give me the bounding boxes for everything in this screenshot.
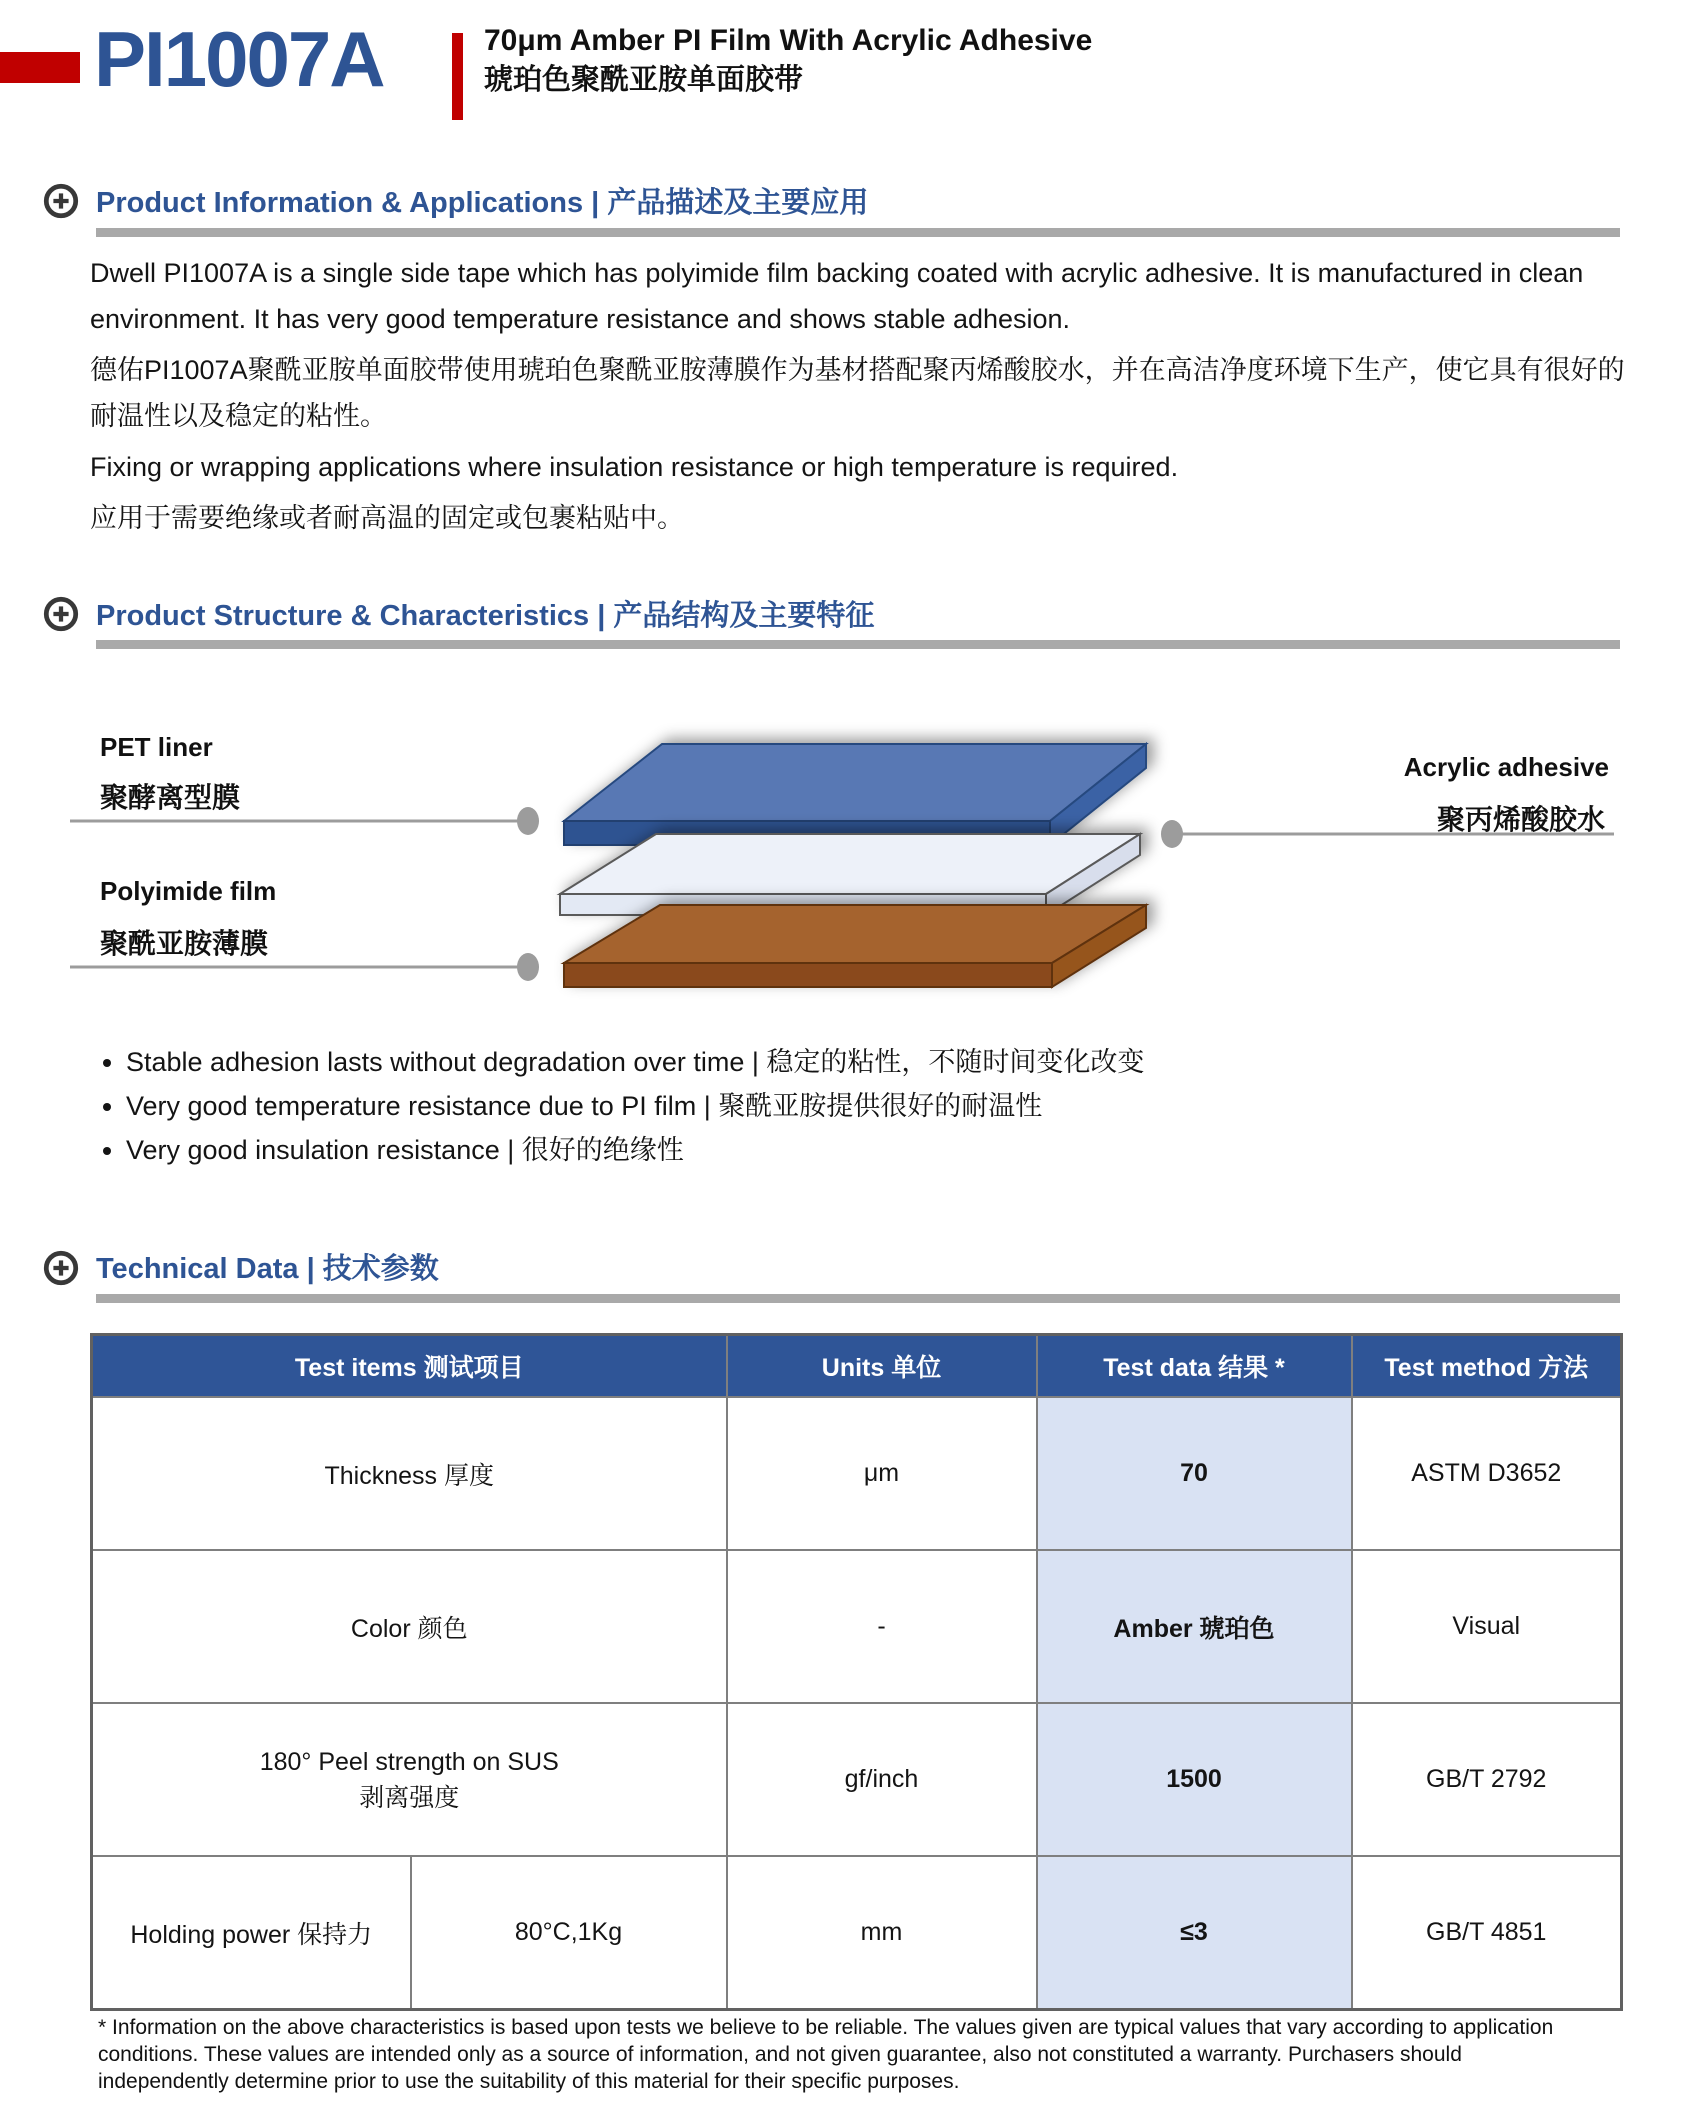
product-title-en: 70μm Amber PI Film With Acrylic Adhesive xyxy=(484,24,1093,57)
section-heading-info: Product Information & Applications | 产品描述及主要应用 xyxy=(96,187,869,219)
product-title-zh: 琥珀色聚酰亚胺单面胶带 xyxy=(484,64,804,96)
cell-condition: 80°C,1Kg xyxy=(411,1856,727,2010)
cell-method: GB/T 2792 xyxy=(1352,1703,1622,1856)
cell-test-item xyxy=(92,1703,727,1856)
table-header-row xyxy=(92,1335,1622,1398)
cell-unit: μm xyxy=(727,1397,1037,1550)
feature-bullet: • Very good temperature resistance due to PI film | 聚酰亚胺提供很好的耐温性 xyxy=(126,1084,1592,1128)
cell-test-data: 1500 xyxy=(1037,1703,1352,1856)
cell-test-data: ≤3 xyxy=(1037,1856,1352,2010)
section-heading-technical: Technical Data | 技术参数 xyxy=(96,1253,439,1285)
feature-bullets xyxy=(92,1040,1592,1172)
section-rule xyxy=(96,640,1620,649)
cell-test-data: Amber 琥珀色 xyxy=(1037,1550,1352,1703)
pet-liner-layer xyxy=(564,744,1146,845)
plus-circle-icon xyxy=(42,1249,80,1287)
paragraph-zh-1: 德佑PI1007A聚酰亚胺单面胶带使用琥珀色聚酰亚胺薄膜作为基材搭配聚丙烯酸胶水，并在高洁净度环境下生产，使它具有很好的耐温性以及稳定的粘性。 xyxy=(90,355,1625,431)
table-row xyxy=(92,1703,1622,1856)
cell-test-item-line2: 剥离强度 xyxy=(359,1783,460,1812)
label-polyimide-en: Polyimide film xyxy=(100,876,277,906)
label-polyimide-zh: 聚酰亚胺薄膜 xyxy=(100,928,269,959)
table-row xyxy=(92,1856,1622,2010)
cell-method: ASTM D3652 xyxy=(1352,1397,1622,1550)
feature-bullet: • Very good insulation resistance | 很好的绝缘性 xyxy=(126,1128,1592,1172)
col-header-test-method: Test method 方法 xyxy=(1352,1335,1622,1398)
paragraph-zh-2: 应用于需要绝缘或者耐高温的固定或包裹粘贴中。 xyxy=(90,503,684,533)
brand-dash-accent xyxy=(0,52,80,83)
acrylic-adhesive-layer xyxy=(560,834,1140,915)
cell-method: GB/T 4851 xyxy=(1352,1856,1622,2010)
polyimide-film-layer xyxy=(564,905,1146,987)
table-row xyxy=(92,1397,1622,1550)
title-block xyxy=(484,24,1092,97)
section-rule xyxy=(96,1294,1620,1303)
cell-test-item: Holding power 保持力 xyxy=(92,1856,411,2010)
label-adhesive-en: Acrylic adhesive xyxy=(1403,752,1609,782)
title-divider-bar xyxy=(452,33,463,120)
paragraph-en-2: Fixing or wrapping applications where insulation resistance or high temperature is required. xyxy=(90,452,1179,482)
cell-unit: mm xyxy=(727,1856,1037,2010)
section-heading-structure: Product Structure & Characteristics | 产品结构及主要特征 xyxy=(96,600,875,632)
layer-structure-diagram xyxy=(0,712,1701,1022)
cell-test-item: Thickness 厚度 xyxy=(92,1397,727,1550)
cell-test-data: 70 xyxy=(1037,1397,1352,1550)
section-rule xyxy=(96,228,1620,237)
col-header-units: Units 单位 xyxy=(727,1335,1037,1398)
paragraph-en-1: Dwell PI1007A is a single side tape which has polyimide film backing coated with acrylic adhesive. It is manufactured in clean environment. It has very good temperature resistance and shows stable adhesion. xyxy=(90,258,1584,334)
col-header-test-items: Test items 测试项目 xyxy=(92,1335,727,1398)
info-paragraphs xyxy=(90,250,1625,546)
product-code: PI1007A xyxy=(94,15,384,103)
cell-method: Visual xyxy=(1352,1550,1622,1703)
technical-data-table xyxy=(90,1333,1623,2011)
label-pet-liner-zh: 聚酵离型膜 xyxy=(100,782,241,813)
cell-unit: gf/inch xyxy=(727,1703,1037,1856)
cell-test-item-line1: 180° Peel strength on SUS xyxy=(259,1747,559,1776)
table-row xyxy=(92,1550,1622,1703)
label-adhesive-zh: 聚丙烯酸胶水 xyxy=(1436,804,1605,835)
cell-test-item: Color 颜色 xyxy=(92,1550,727,1703)
cell-unit: - xyxy=(727,1550,1037,1703)
col-header-test-data: Test data 结果 * xyxy=(1037,1335,1352,1398)
table-footnote: * Information on the above characteristics is based upon tests we believe to be reliable. The values given are typical values that vary according to application conditions. These values are intended only as a source of information, and not given guarantee, also not constituted a warranty. Purchasers should independently determine prior to use the suitability of this material for their specific purposes. xyxy=(98,2016,1554,2093)
label-pet-liner-en: PET liner xyxy=(100,732,213,762)
plus-circle-icon xyxy=(42,595,80,633)
plus-circle-icon xyxy=(42,182,80,220)
feature-bullet: • Stable adhesion lasts without degradation over time | 稳定的粘性，不随时间变化改变 xyxy=(126,1040,1592,1084)
